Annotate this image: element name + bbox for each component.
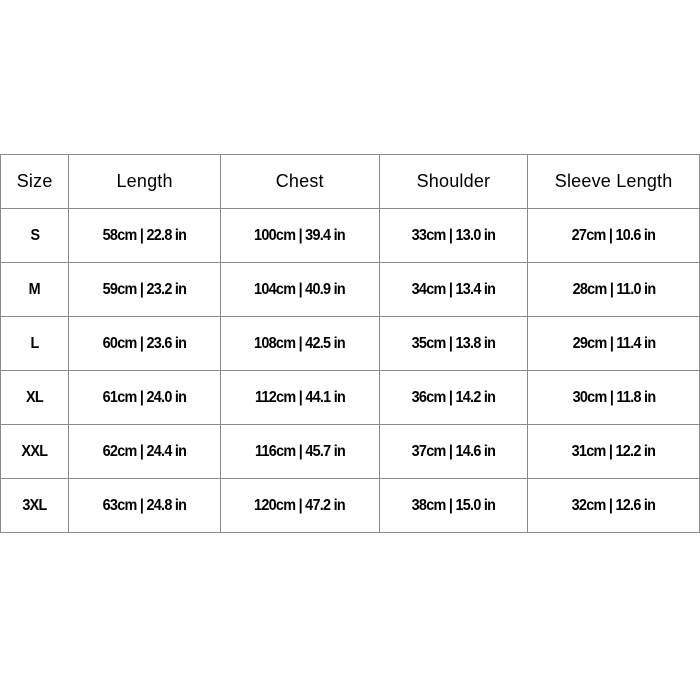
cell-chest: 104cm | 40.9 in [220,263,379,317]
cell-size: L [1,317,69,371]
table-row [1,371,700,425]
cell-sleeve-length: 29cm | 11.4 in [528,317,700,371]
table-row [1,263,700,317]
cell-size: XL [1,371,69,425]
header-chest: Chest [220,155,379,209]
cell-size: XXL [1,425,69,479]
cell-length: 60cm | 23.6 in [69,317,221,371]
cell-length: 58cm | 22.8 in [69,209,221,263]
cell-sleeve-length: 31cm | 12.2 in [528,425,700,479]
cell-size: S [1,209,69,263]
table-row [1,425,700,479]
cell-shoulder: 37cm | 14.6 in [379,425,528,479]
table-row [1,209,700,263]
cell-chest: 108cm | 42.5 in [220,317,379,371]
size-chart-table [0,154,700,533]
cell-sleeve-length: 27cm | 10.6 in [528,209,700,263]
header-size: Size [1,155,69,209]
cell-length: 61cm | 24.0 in [69,371,221,425]
cell-chest: 120cm | 47.2 in [220,479,379,533]
cell-shoulder: 34cm | 13.4 in [379,263,528,317]
cell-length: 63cm | 24.8 in [69,479,221,533]
cell-chest: 100cm | 39.4 in [220,209,379,263]
cell-size: 3XL [1,479,69,533]
cell-length: 62cm | 24.4 in [69,425,221,479]
header-sleeve-length: Sleeve Length [528,155,700,209]
header-length: Length [69,155,221,209]
cell-shoulder: 36cm | 14.2 in [379,371,528,425]
table-row [1,479,700,533]
cell-length: 59cm | 23.2 in [69,263,221,317]
cell-sleeve-length: 30cm | 11.8 in [528,371,700,425]
cell-shoulder: 33cm | 13.0 in [379,209,528,263]
cell-shoulder: 38cm | 15.0 in [379,479,528,533]
cell-shoulder: 35cm | 13.8 in [379,317,528,371]
cell-sleeve-length: 28cm | 11.0 in [528,263,700,317]
table-header-row [1,155,700,209]
header-shoulder: Shoulder [379,155,528,209]
cell-sleeve-length: 32cm | 12.6 in [528,479,700,533]
cell-chest: 116cm | 45.7 in [220,425,379,479]
cell-size: M [1,263,69,317]
cell-chest: 112cm | 44.1 in [220,371,379,425]
table-row [1,317,700,371]
